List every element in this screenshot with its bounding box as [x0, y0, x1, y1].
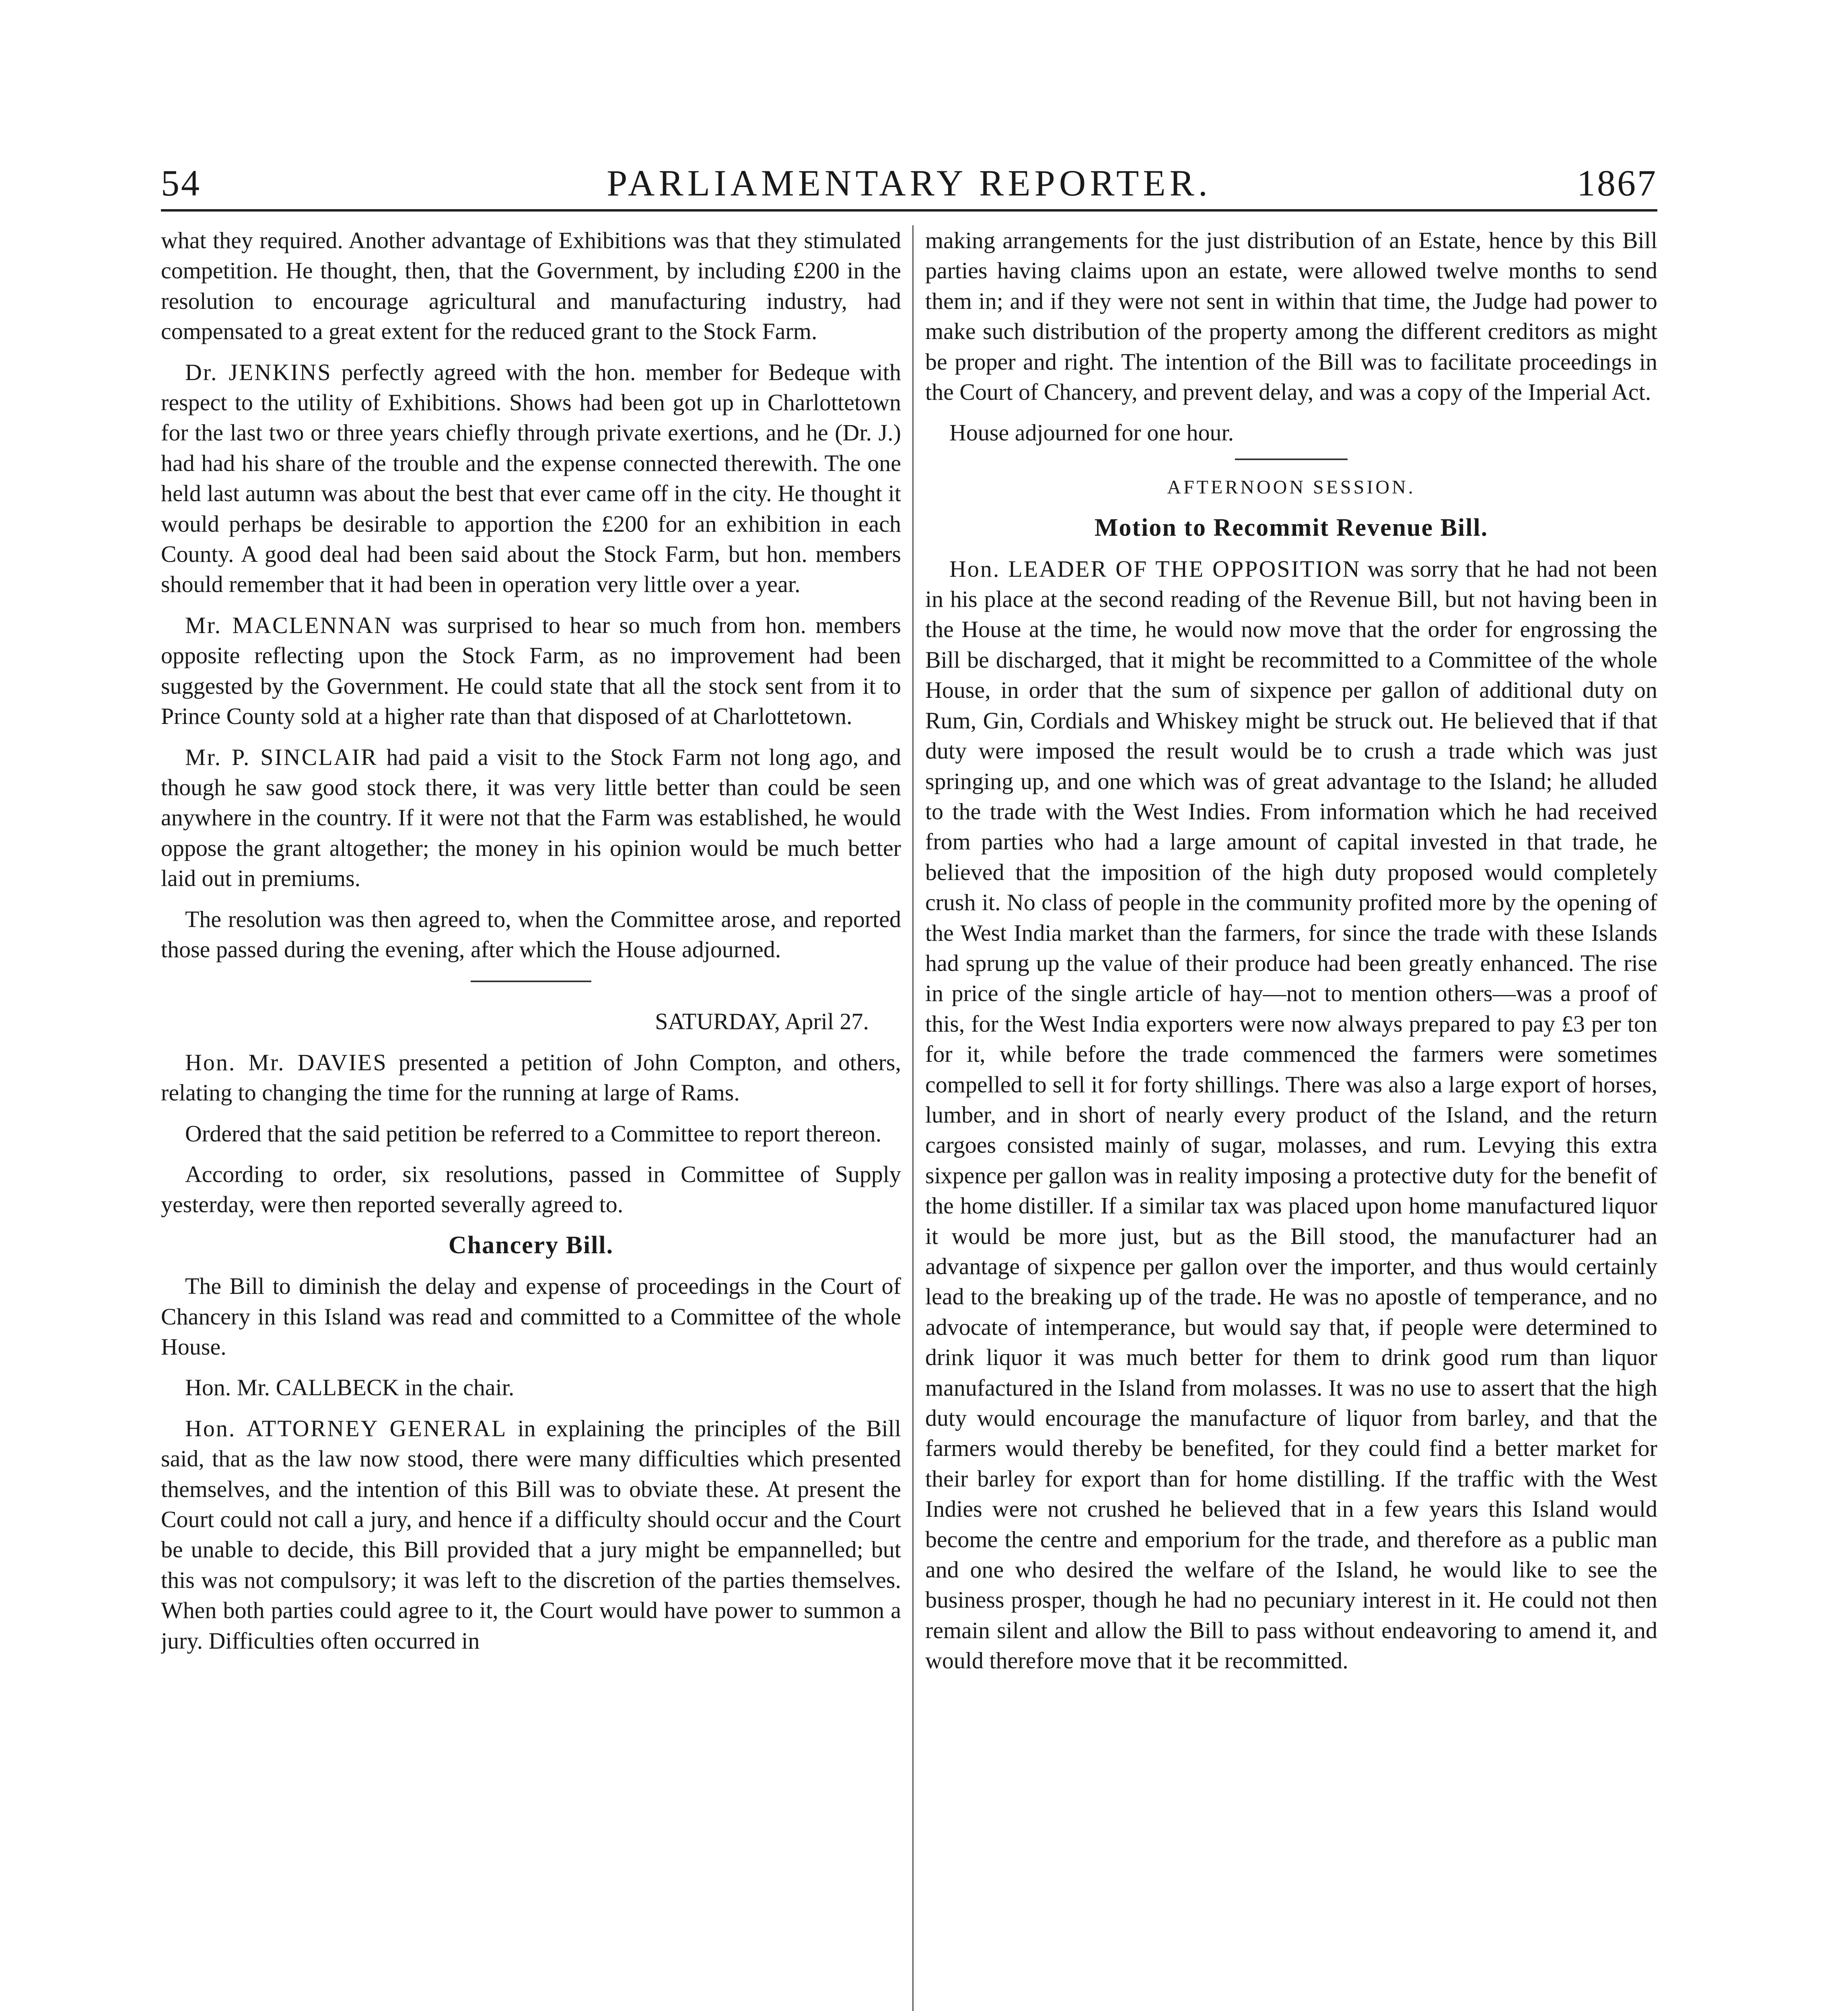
section-rule: [471, 981, 591, 982]
paragraph-jenkins: [161, 357, 901, 600]
speaker-name: Hon. LEADER OF THE OPPOSITION: [949, 555, 1361, 582]
heading-chancery-bill: Chancery Bill.: [448, 1231, 614, 1259]
speech-text: perfectly agreed with the hon. member for Bedeque with respect to the utility of Exhibitions. Shows had been got up in Charlottetown for the last two or three years chiefly through private exertions, and he (Dr. J.) had had his share of the trouble and the expense connected therewith. The one held last autumn was about the best that ever came off in the city. He thought it would perhaps be desirable to apportion the £200 for an exhibition in each County. A good deal had been said about the Stock Farm, but hon. members should remember that it had been in operation very little over a year.: [161, 359, 901, 598]
speaker-name: Mr. P. SINCLAIR: [185, 744, 378, 770]
heading-motion-revenue-bill: Motion to Recommit Revenue Bill.: [1094, 514, 1488, 542]
speaker-name: Mr. MACLENNAN: [185, 612, 393, 638]
session-label: AFTERNOON SESSION.: [1167, 476, 1416, 498]
paragraph-maclennan: [161, 610, 901, 732]
paragraph-according: According to order, six resolutions, passed in Committee of Supply yesterday, were then reported severally agreed to.: [161, 1161, 901, 1218]
speech-text: presented a petition of John Compton, and others, relating to changing the time for the running at large of Rams.: [161, 1049, 901, 1106]
paragraph-continuation: making arrangements for the just distribution of an Estate, hence by this Bill parties having claims upon an estate, were allowed twelve months to send them in; and if they were not sent in within that time, the Judge had power to make such distribution of the property among the different creditors as might be proper and right. The intention of the Bill was to facilitate proceedings in the Court of Chancery, and prevent delay, and was a copy of the Imperial Act.: [925, 227, 1657, 405]
paragraph-davies: [161, 1047, 901, 1108]
column-divider: [912, 225, 914, 2011]
page-header: [161, 153, 1657, 212]
paragraph-continuation: what they required. Another advantage of Exhibitions was that they stimulated competition. He thought, then, that the Government, by including £200 in the resolution to encourage agricultural and manufacturing industry, had compensated to a great extent for the reduced grant to the Stock Farm.: [161, 227, 901, 345]
speech-text: had paid a visit to the Stock Farm not long ago, and though he saw good stock there, it was very little better than could be seen anywhere in the country. If it were not that the Farm was established, he would oppose the grant altogether; the money in his opinion would be much better laid out in premiums.: [161, 744, 901, 892]
publication-year: 1867: [1577, 162, 1657, 204]
page-number: 54: [161, 162, 201, 204]
left-column: [161, 225, 901, 2011]
speaker-name: Hon. Mr. DAVIES: [185, 1049, 387, 1075]
paragraph-resolution: The resolution was then agreed to, when the Committee arose, and reported those passed during the evening, after which the House adjourned.: [161, 906, 901, 962]
paragraph-bill-read: The Bill to diminish the delay and expense of proceedings in the Court of Chancery in this Island was read and committed to a Committee of the whole House.: [161, 1273, 901, 1360]
paragraph-adjourned: House adjourned for one hour.: [949, 419, 1234, 446]
speech-text: was sorry that he had not been in his place at the second reading of the Revenue Bill, but not having been in the House at the time, he would now move that the order for engrossing the Bill be discharged, that it might be recommitted to a Committee of the whole House, in order that the sum of sixpence per gallon of additional duty on Rum, Gin, Cordials and Whiskey might be struck out. He believed that if that duty were imposed the result would be to crush a trade which was just springing up, and one which was of great advantage to the Island; he alluded to the trade with the West Indies. From information which he had received from parties who had a large amount of capital invested in that trade, he believed that the imposition of the high duty proposed would completely crush it. No class of people in the community profited more by the opening of the West India market than the farmers, for since the trade with these Islands had sprung up the value of their produce had been greatly enhanced. The rise in price of the single article of hay—not to mention others—was a proof of this, for the West India exporters were now always prepared to pay £3 per ton for it, while before the trade commenced the farmers were sometimes compelled to sell it for forty shillings. There was also a large export of horses, lumber, and in short of nearly every product of the Island, and the return cargoes consisted mainly of sugar, molasses, and rum. Levying this extra sixpence per gallon was in reality imposing a protective duty for the benefit of the home distiller. If a similar tax was placed upon home manufactured liquor it would be more just, but as the Bill stood, the manufacturer had an advantage of sixpence per gallon over the importer, and thus would certainly lead to the breaking up of the trade. He was no apostle of temperance, and no advocate of intemperance, but would say that, if people were determined to drink liquor it was much better for them to drink good rum than liquor manufactured in the Island from molasses. It was no use to assert that the high duty would encourage the manufacture of liquor from barley, and that the farmers would thereby be benefited, for they could find a better market for their barley for export than for home distilling. If the traffic with the West Indies were not crushed he believed that in a few years this Island would become the centre and emporium for the trade, and therefore as a public man and one who desired the welfare of the Island, he would like to see the business prosper, though he had no pecuniary interest in it. He could not then remain silent and allow the Bill to pass without endeavoring to amend it, and would therefore move that it be recommitted.: [925, 555, 1657, 1674]
paragraph-chair: Hon. Mr. CALLBECK in the chair.: [185, 1374, 514, 1401]
dateline: SATURDAY, April 27.: [655, 1008, 869, 1035]
speaker-name: Dr. JENKINS: [185, 359, 332, 385]
right-column: [925, 225, 1657, 2011]
speech-text: in explaining the principles of the Bill said, that as the law now stood, there were many difficulties which presented themselves, and the intention of this Bill was to obviate these. At present the Court could not call a jury, and hence if a difficulty should occur and the Court be unable to decide, this Bill provided that a jury might be empannelled; but this was not compulsory; it was left to the discretion of the parties themselves. When both parties could agree to it, the Court would have power to summon a jury. Difficulties often occurred in: [161, 1415, 901, 1654]
speaker-name: Hon. ATTORNEY GENERAL: [185, 1415, 507, 1441]
paragraph-sinclair: [161, 742, 901, 894]
speech-text: was surprised to hear so much from hon. members opposite reflecting upon the Stock Farm, as no improvement had been suggested by the Government. He could state that all the stock sent from it to Prince County sold at a higher rate than that disposed of at Charlottetown.: [161, 612, 901, 730]
paragraph-attorney-general: [161, 1413, 901, 1656]
section-rule: [1235, 459, 1348, 460]
publication-title: PARLIAMENTARY REPORTER.: [607, 162, 1212, 204]
paragraph-leader-opposition: [925, 554, 1657, 1676]
paragraph-ordered: Ordered that the said petition be referred to a Committee to report thereon.: [185, 1120, 882, 1147]
